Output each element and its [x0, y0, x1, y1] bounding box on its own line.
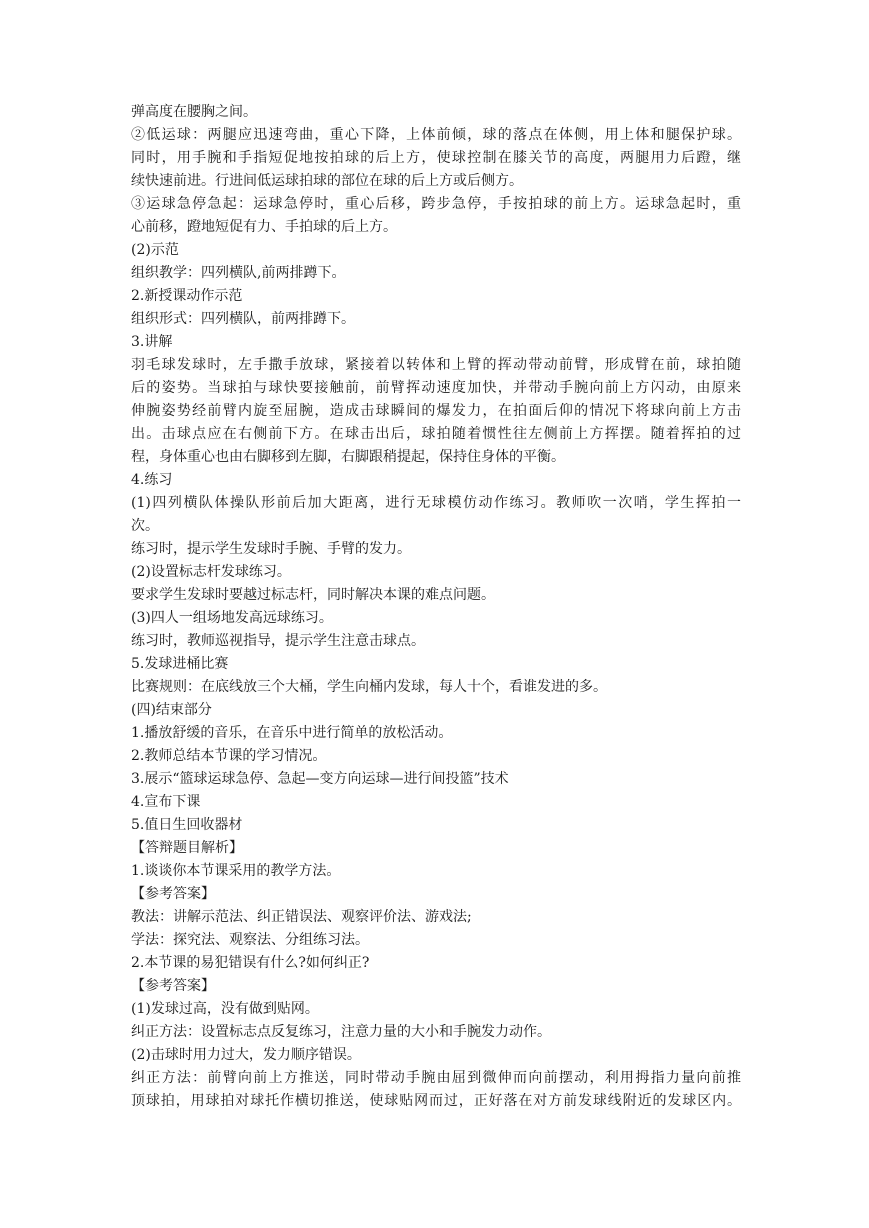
text-line: 续快速前进。行进间低运球拍球的部位在球的后上方或后侧方。 — [131, 173, 523, 189]
text-line: 练习时，教师巡视指导，提示学生注意击球点。 — [131, 633, 425, 649]
document-page — [131, 101, 741, 1113]
text-line: 顶球拍，用球拍对球托作横切推送，使球贴网而过，正好落在对方前发球线附近的发球区内。 — [131, 1093, 741, 1109]
text-line: 组织形式：四列横队，前两排蹲下。 — [131, 311, 355, 327]
text-line: 学法：探究法、观察法、分组练习法。 — [131, 932, 369, 948]
text-line: 伸腕姿势经前臂内旋至屈腕，造成击球瞬间的爆发力，在拍面后仰的情况下将球向前上方击 — [131, 403, 741, 419]
text-line: (2)设置标志杆发球练习。 — [131, 564, 291, 580]
text-line: 练习时，提示学生发球时手腕、手臂的发力。 — [131, 541, 411, 557]
answer-heading: 【参考答案】 — [131, 886, 215, 902]
text-line: 2.教师总结本节课的学习情况。 — [131, 748, 327, 764]
section-heading: (2)示范 — [131, 242, 179, 258]
text-line: 出。击球点应在右侧前下方。在球击出后，球拍随着惯性往左侧前上方挥摆。随着挥拍的过 — [131, 426, 741, 442]
question-line: 1.谈谈你本节课采用的教学方法。 — [131, 863, 341, 879]
text-line: 弹高度在腰胸之间。 — [131, 104, 257, 120]
text-line: 程，身体重心也由右脚移到左脚，右脚跟稍提起，保持住身体的平衡。 — [131, 449, 565, 465]
text-line: 5.值日生回收器材 — [131, 817, 243, 833]
text-line: 要求学生发球时要越过标志杆，同时解决本课的难点问题。 — [131, 587, 495, 603]
text-line: ③运球急停急起：运球急停时，重心后移，跨步急停，手按拍球的前上方。运球急起时，重 — [131, 196, 741, 212]
text-line: 1.播放舒缓的音乐，在音乐中进行简单的放松活动。 — [131, 725, 453, 741]
section-heading: 3.讲解 — [131, 334, 173, 350]
section-heading: (四)结束部分 — [131, 702, 212, 718]
paragraph-low-dribble — [131, 124, 741, 193]
text-line: (2)击球时用力过大，发力顺序错误。 — [131, 1047, 361, 1063]
text-line: 同时，用手腕和手指短促地按拍球的后上方，使球控制在膝关节的高度，两腿用力后蹬，继 — [131, 150, 741, 166]
text-line: (1)四列横队体操队形前后加大距离，进行无球模仿动作练习。教师吹一次哨，学生挥拍一 — [131, 495, 741, 511]
text-line: (3)四人一组场地发高远球练习。 — [131, 610, 333, 626]
section-heading: 5.发球进桶比赛 — [131, 656, 229, 672]
question-line: 2.本节课的易犯错误有什么?如何纠正? — [131, 955, 370, 971]
answer-heading: 【参考答案】 — [131, 978, 215, 994]
text-line: 组织教学：四列横队,前两排蹲下。 — [131, 265, 346, 281]
section-heading: 4.练习 — [131, 472, 173, 488]
text-line: 3.展示“篮球运球急停、急起—变方向运球—进行间投篮”技术 — [131, 771, 509, 787]
paragraph-practice-1 — [131, 492, 741, 538]
paragraph-stop-start — [131, 193, 741, 239]
text-line: 教法：讲解示范法、纠正错误法、观察评价法、游戏法; — [131, 909, 472, 925]
text-line: 后的姿势。当球拍与球快要接触前，前臂挥动速度加快，并带动手腕向前上方闪动，由原来 — [131, 380, 741, 396]
text-line: ②低运球：两腿应迅速弯曲，重心下降，上体前倾，球的落点在体侧，用上体和腿保护球。 — [131, 127, 741, 143]
paragraph-correction — [131, 1067, 741, 1113]
text-line: 4.宣布下课 — [131, 794, 201, 810]
paragraph-explanation — [131, 354, 741, 469]
section-heading: 2.新授课动作示范 — [131, 288, 243, 304]
section-heading: 【答辩题目解析】 — [131, 840, 243, 856]
text-line: 心前移，蹬地短促有力、手拍球的后上方。 — [131, 219, 397, 235]
text-line: (1)发球过高，没有做到贴网。 — [131, 1001, 319, 1017]
text-line: 纠正方法：前臂向前上方推送，同时带动手腕由屈到微伸而向前摆动，利用拇指力量向前推 — [131, 1070, 741, 1086]
text-line: 比赛规则：在底线放三个大桶，学生向桶内发球，每人十个，看谁发进的多。 — [131, 679, 607, 695]
text-line: 次。 — [131, 518, 159, 534]
text-line: 纠正方法：设置标志点反复练习，注意力量的大小和手腕发力动作。 — [131, 1024, 551, 1040]
text-line: 羽毛球发球时，左手撒手放球，紧接着以转体和上臂的挥动带动前臂，形成臂在前，球拍随 — [131, 357, 741, 373]
